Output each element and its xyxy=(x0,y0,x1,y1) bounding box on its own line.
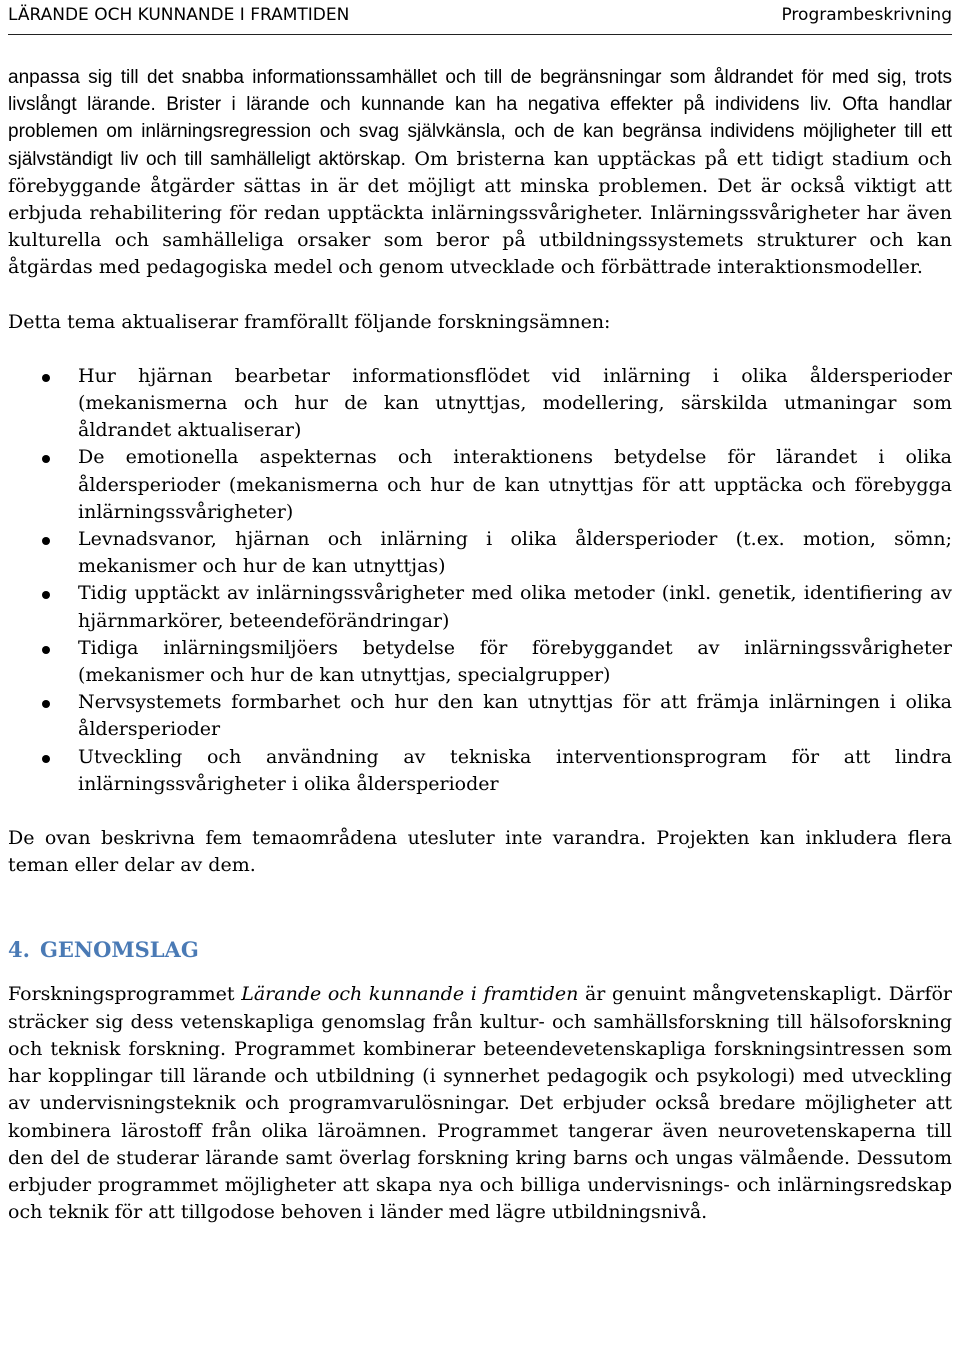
list-item-text: Hur hjärnan bearbetar informationsflödet vid inlärning i olika åldersperioder (mekanismerna och hur de kan utnyttjas, modellering, särskilda utmaningar som åldrandet aktualiserar) xyxy=(78,364,952,442)
list-item-text: Tidiga inlärningsmiljöers betydelse för förebyggandet av inlärningssvårigheter (mekanismer och hur de kan utnyttjas, specialgrupper) xyxy=(78,636,952,687)
research-topics-list xyxy=(8,363,952,798)
list-item xyxy=(8,744,952,798)
list-item-text: Tidig upptäckt av inlärningssvårigheter med olika metoder (inkl. genetik, identifiering av hjärnmarkörer, beteendeförändringar) xyxy=(78,582,952,632)
topics-intro: Detta tema aktualiserar framförallt följande forskningsämnen: xyxy=(8,310,611,333)
paragraph-part-b: Om bristerna kan upptäckas på ett tidigt stadium och förebyggande åtgärder sättas in är det möjligt att minska problemen. Det är också viktigt att erbjuda rehabilitering för redan upptäckta inlärningssvårigheter. xyxy=(8,147,952,225)
list-item-text: Nervsystemets formbarhet och hur den kan utnyttjas för att främja inlärningen i olika åldersperioder xyxy=(78,691,952,741)
section-number: 4. xyxy=(8,937,30,963)
list-item xyxy=(8,689,952,743)
list-item-text: Utveckling och användning av tekniska interventionsprogram för att lindra inlärningssvårigheter i olika åldersperioder xyxy=(78,745,952,795)
header-title: LÄRANDE OCH KUNNANDE I FRAMTIDEN xyxy=(8,5,350,25)
list-item xyxy=(8,444,952,526)
bullet-icon xyxy=(42,700,50,708)
bullet-icon xyxy=(42,537,50,545)
bullet-icon xyxy=(42,591,50,599)
section-heading xyxy=(8,935,952,965)
paragraph-learning-difficulties xyxy=(8,64,952,282)
paragraph-part-c: Inlärningssvårigheter har även kulturella och samhälleliga orsaker som beror på utbildningssystemets strukturer och kan åtgärdas med pedagogiska medel och genom utvecklade och förbättrade interaktionsmodeller. xyxy=(8,202,953,279)
paragraph-part-a: anpassa sig till det snabba informationssamhället och till de begränsningar som åldrandet för med sig, trots livslångt lärande. Brister i lärande och kunnande kan ha negativa effekter på individens liv. Ofta handlar problemen om inlärningsregression och svag självkänsla, och de kan begränsa individens möjligheter till ett självständigt liv och till samhälleligt aktörskap. xyxy=(8,67,952,170)
list-item-text: De emotionella aspekternas och interaktionens betydelse för lärandet i olika åldersperioder (mekanismerna och hur de kan utnyttjas för att upptäcka och förebygga inlärningssvårigheter) xyxy=(78,446,952,523)
list-item xyxy=(8,526,952,580)
closing-paragraph: De ovan beskrivna fem temaområdena utesluter inte varandra. Projekten kan inkludera flera teman eller delar av dem. xyxy=(8,827,952,877)
program-name: Lärande och kunnande i framtiden xyxy=(241,983,579,1006)
page-header xyxy=(8,2,952,28)
bullet-icon xyxy=(42,646,50,654)
bullet-icon xyxy=(42,374,50,382)
bullet-icon xyxy=(42,455,50,463)
bullet-icon xyxy=(42,755,50,763)
section-title: GENOMSLAG xyxy=(39,937,199,963)
page-content xyxy=(8,64,952,1226)
impact-body: är genuint mångvetenskapligt. Därför sträcker sig dess vetenskapliga genomslag från kultur- och samhällsforskning till hälsoforskning och teknisk forskning. Programmet kombinerar beteendevetenskapliga forskningsintressen som har kopplingar till lärande och utbildning (i synnerhet pedagogik och psykologi) med utveckling av undervisningsteknik och programvarulösningar. Det erbjuder också bredare möjligheter att kombinera lärostoff från olika läroämnen. Programmet tangerar även neurovetenskaperna till den del de studerar lärande samt överlag forskning kring barns och ungas välmående. Dessutom erbjuder programmet möjligheter att skapa nya och billiga undervisnings- och inlärningsredskap och teknik för att tillgodose behoven i länder med lägre utbildningsnivå. xyxy=(8,983,952,1224)
header-divider xyxy=(8,34,952,35)
impact-paragraph xyxy=(8,981,952,1226)
list-item-text: Levnadsvanor, hjärnan och inlärning i olika åldersperioder (t.ex. motion, sömn; mekanismer och hur de kan utnyttjas) xyxy=(78,528,952,578)
list-item xyxy=(8,580,952,634)
list-item xyxy=(8,363,952,445)
list-item xyxy=(8,635,952,689)
impact-lead: Forskningsprogrammet xyxy=(8,983,242,1006)
header-doc-type: Programbeskrivning xyxy=(781,5,952,25)
